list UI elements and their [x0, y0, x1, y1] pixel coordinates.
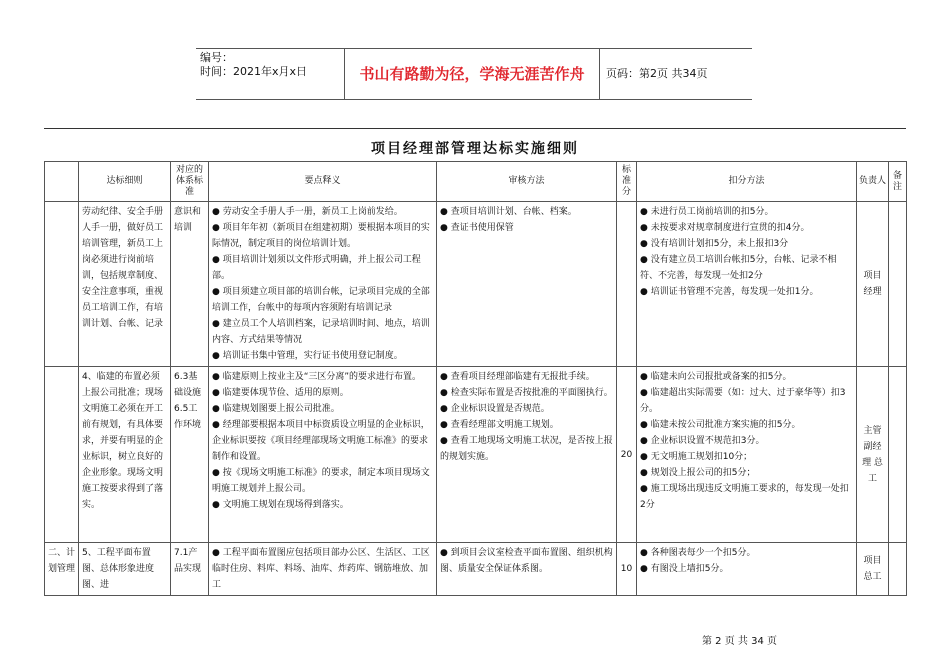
row-score: 20: [617, 367, 637, 543]
row-audit-line: ● 到项目会议室检查平面布置图、组织机构图、质量安全保证体系图。: [440, 545, 613, 577]
row-deductions: [637, 543, 857, 596]
row-deductions: [637, 202, 857, 367]
row-deductions-line: ● 未按要求对规章制度进行宣贯的扣4分。: [640, 220, 853, 236]
header-deductions: 扣分方法: [637, 162, 857, 202]
row-category: 二、计划管理: [45, 543, 79, 596]
row-deductions-line: ● 企业标识设置不规范扣3分。: [640, 433, 853, 449]
row-deductions-line: ● 临建未向公司报批或备案的扣5分。: [640, 369, 853, 385]
row-owner: 项目总工: [857, 543, 889, 596]
header-points: 要点释义: [209, 162, 437, 202]
row-points-line: ● 建立员工个人培训档案，记录培训时间、地点，培训内容、方式结果等情况: [212, 316, 433, 348]
row-note: [889, 367, 907, 543]
row-owner: 项目经理: [857, 202, 889, 367]
header-item: 达标细则: [79, 162, 171, 202]
page-header: [196, 48, 752, 100]
row-standard: 7.1产品实现: [171, 543, 209, 596]
row-audit-line: ● 查看经理部文明施工规划。: [440, 417, 613, 433]
row-points-line: ● 按《现场文明施工标准》的要求，制定本项目现场文明施工规划并上报公司。: [212, 465, 433, 497]
row-points-line: ● 项目须建立项目部的培训台帐，记录项目完成的全部培训工作，台帐中的每项内容须附有培训记录: [212, 284, 433, 316]
row-deductions-line: ● 各种图表每少一个扣5分。: [640, 545, 853, 561]
row-item: 4、临建的布置必须上报公司批准；现场文明施工必须在开工前有规划，有具体要求，并要有明显的企业标识，树立良好的企业形象。现场文明施工按要求得到了落实。: [79, 367, 171, 543]
row-standard: 意识和培训: [171, 202, 209, 367]
row-points-line: ● 临建原则上按业主及“三区分离”的要求进行布置。: [212, 369, 433, 385]
row-audit: [437, 367, 617, 543]
row-deductions-line: ● 临建未按公司批准方案实施的扣5分。: [640, 417, 853, 433]
row-points-line: ● 文明施工规划在现场得到落实。: [212, 497, 433, 513]
page-label: 页码：第2页 共34页: [606, 67, 708, 80]
row-audit-line: ● 查看项目经理部临建有无报批手续。: [440, 369, 613, 385]
row-audit-line: ● 查证书使用保管: [440, 220, 613, 236]
row-points: [209, 543, 437, 596]
row-deductions-line: ● 规划没上报公司的扣5分；: [640, 465, 853, 481]
row-points-line: ● 临建要体现节俭、适用的原则。: [212, 385, 433, 401]
standards-table: [44, 161, 907, 596]
row-note: [889, 543, 907, 596]
row-owner: 主管副经理 总工: [857, 367, 889, 543]
row-points-line: ● 经理部要根据本项目中标资质设立明显的企业标识，企业标识要按《项目经理部现场文明施工标准》的要求制作和设置。: [212, 417, 433, 465]
row-points: [209, 367, 437, 543]
row-deductions-line: ● 未进行员工岗前培训的扣5分。: [640, 204, 853, 220]
motto: 书山有路勤为径，学海无涯苦作舟: [344, 49, 600, 99]
row-points-line: ● 临建规划图要上报公司批准。: [212, 401, 433, 417]
row-deductions-line: ● 没有建立员工培训台帐扣5分，台帐、记录不相符、不完善，每发现一处扣2分: [640, 252, 853, 284]
row-points-line: ● 劳动安全手册人手一册，新员工上岗前发给。: [212, 204, 433, 220]
row-item: 5、工程平面布置图、总体形象进度图、进: [79, 543, 171, 596]
row-item: 劳动纪律、安全手册人手一册，做好员工培训管理，新员工上岗必须进行岗前培训，包括规章制度、安全注意事项，重视员工培训工作，有培训计划、台帐、记录: [79, 202, 171, 367]
table-row: [45, 202, 907, 367]
row-standard: 6.3基础设施 6.5工作环境: [171, 367, 209, 543]
row-note: [889, 202, 907, 367]
row-audit-line: ● 查看工地现场文明施工状况，是否按上报的规划实施。: [440, 433, 613, 465]
table-row: [45, 543, 907, 596]
row-points-line: ● 培训证书集中管理，实行证书使用登记制度。: [212, 348, 433, 364]
row-points-line: ● 工程平面布置图应包括项目部办公区、生活区、工区临时住房、料库、料场、油库、炸药库、钢筋堆放、加工: [212, 545, 433, 593]
header-score: 标准分: [617, 162, 637, 202]
row-deductions-line: ● 有图没上墙扣5分。: [640, 561, 853, 577]
row-deductions-line: ● 临建超出实际需要（如：过大、过于豪华等）扣3分。: [640, 385, 853, 417]
header-standard: 对应的体系标准: [171, 162, 209, 202]
row-points: [209, 202, 437, 367]
row-audit-line: ● 查项目培训计划、台帐、档案。: [440, 204, 613, 220]
row-deductions-line: ● 施工现场出现违反文明施工要求的，每发现一处扣2分: [640, 481, 853, 513]
row-audit: [437, 202, 617, 367]
time-label: 时间：2021年x月x日: [200, 65, 308, 78]
header-rule: [44, 128, 906, 129]
table-row: [45, 367, 907, 543]
row-deductions: [637, 367, 857, 543]
row-category: [45, 367, 79, 543]
row-audit-line: ● 企业标识设置是否规范。: [440, 401, 613, 417]
row-score: 10: [617, 543, 637, 596]
header-audit: 审核方法: [437, 162, 617, 202]
page-title: 项目经理部管理达标实施细则: [371, 141, 579, 157]
row-deductions-line: ● 没有培训计划扣5分，未上报扣3分: [640, 236, 853, 252]
row-deductions-line: ● 无文明施工规划扣10分；: [640, 449, 853, 465]
header-left: [200, 51, 340, 79]
row-points-line: ● 项目年年初（新项目在组建初期）要根据本项目的实际情况，制定项目的岗位培训计划。: [212, 220, 433, 252]
row-deductions-line: ● 培训证书管理不完善，每发现一处扣1分。: [640, 284, 853, 300]
number-label: 编号：: [200, 51, 233, 64]
header-owner: 负责人: [857, 162, 889, 202]
row-score: [617, 202, 637, 367]
row-points-line: ● 项目培训计划须以文件形式明确，并上报公司工程部。: [212, 252, 433, 284]
row-category: [45, 202, 79, 367]
header-note: 备注: [889, 162, 907, 202]
row-audit-line: ● 检查实际布置是否按批准的平面图执行。: [440, 385, 613, 401]
page-footer: 第 2 页 共 34 页: [702, 636, 777, 647]
table-header-row: [45, 162, 907, 202]
row-audit: [437, 543, 617, 596]
header-category: [45, 162, 79, 202]
